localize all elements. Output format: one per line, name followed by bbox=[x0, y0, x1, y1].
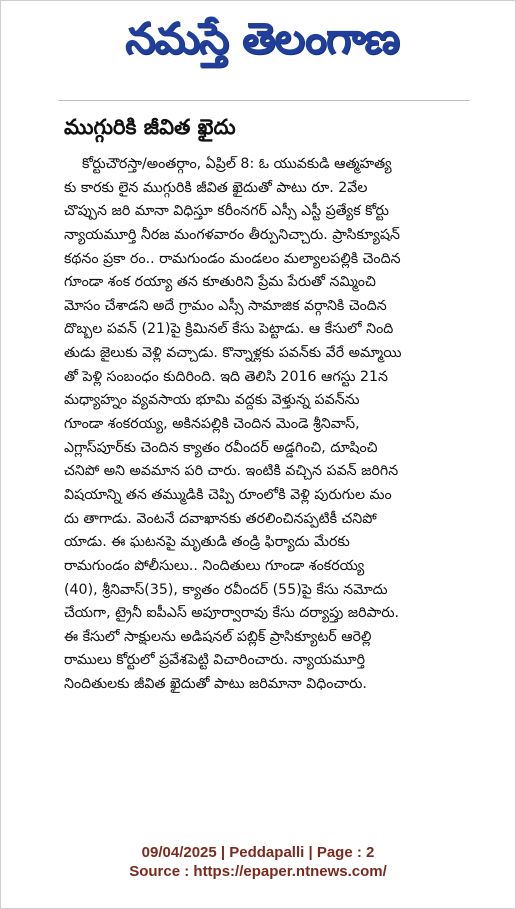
article-line: మధ్యాహ్నం వ్యవసాయ భూమి వద్దకు వెళ్తున్న పవన్‌ను bbox=[64, 392, 360, 409]
article-line: గూండా శంక రయ్యా తన కూతురిని ప్రేమ పేరుతో నమ్మించి bbox=[64, 274, 376, 291]
article-line: నిందితులకు జీవిత ఖైదుతో పాటు జరిమానా విధించారు. bbox=[64, 676, 367, 693]
article-line: యాడు. ఈ ఘటనపై మృతుడి తండ్రి ఫిర్యాదు మేరకు bbox=[64, 534, 350, 551]
article-line: తుడు జైలుకు వెళ్లి వచ్చాడు. కొన్నాళ్లకు పవన్‌కు వేరే అమ్మాయి bbox=[64, 345, 402, 362]
article-line: చేయగా, ట్రైనీ ఐపీఎస్ అపూర్వారావు కేసు దర్యాప్తు జరిపారు. bbox=[64, 605, 400, 622]
newspaper-masthead: నమస్తే తెలంగాణ bbox=[125, 14, 399, 64]
source-link[interactable]: Source : https://epaper.ntnews.com/ bbox=[129, 863, 387, 880]
article-line: దొబ్బల పవన్ (21)పై క్రిమినల్ కేసు పెట్టాడు. ఆ కేసులో నింది bbox=[64, 321, 394, 338]
article-line: గూండా శంకరయ్య, అకినపల్లికి చెందిన మెండె శ్రీనివాస్, bbox=[64, 416, 360, 433]
article-line: కు కారకు లైన ముగ్గురికి జీవిత ఖైదుతో పాటు రూ. 2వేల bbox=[64, 179, 368, 196]
article-line: ఈ కేసులో సాక్షులను అడిషనల్ పబ్లిక్ ప్రాసిక్యూటర్ ఆరెల్లి bbox=[64, 628, 372, 645]
article-line: విషయాన్ని తన తమ్ముడికి చెప్పి రూంలోకి వెళ్లి పురుగుల మం bbox=[64, 486, 392, 503]
article-line: రాములు కోర్టులో ప్రవేశపెట్టి విచారించారు. న్యాయమూర్తి bbox=[64, 652, 366, 669]
article-line: ఎగ్లాస్‌పూర్‌కు చెందిన క్యాతం రవీందర్ అడ్డగించి, దూషించి bbox=[64, 439, 378, 456]
article-line: న్యాయమూర్తి నీరజ మంగళవారం తీర్పునిచ్చారు. ప్రాసిక్యూషన్ bbox=[64, 226, 400, 243]
article-line: చొప్పున జరి మానా విధిస్తూ కరీంనగర్ ఎస్సీ ఎస్టీ ప్రత్యేక కోర్టు bbox=[64, 203, 389, 220]
article-line: రామగుండం పోలీసులు.. నిందితులు గూండా శంకరయ్య bbox=[64, 557, 365, 574]
article-headline: ముగ్గురికి జీవిత ఖైదు bbox=[64, 115, 236, 139]
article-body bbox=[64, 153, 502, 697]
masthead-divider bbox=[58, 100, 470, 101]
article-line: మోసం చేశాడని అదే గ్రామం ఎస్సీ సామాజిక వర్గానికి చెందిన bbox=[64, 297, 387, 314]
edition-info: 09/04/2025 | Peddapalli | Page : 2 bbox=[141, 844, 375, 861]
article-line: కథనం ప్రకా రం.. రామగుండం మండలం మల్యాలపల్లికి చెందిన bbox=[64, 250, 401, 267]
page-footer bbox=[0, 843, 516, 881]
article-line: (40), శ్రీనివాస్(35), క్యాతం రవీందర్ (55)పై కేసు నమోదు bbox=[64, 581, 388, 598]
article-line: కోర్టుచౌరస్తా/అంతర్గాం, ఏప్రిల్ 8: ఓ యువకుడి ఆత్మహత్య bbox=[82, 156, 392, 172]
article-line: చనిపో అని అవమాన పరి చారు. ఇంటికి వచ్చిన పవన్ జరిగిన bbox=[64, 463, 399, 480]
article-line: దు తాగాడు. వెంటనే దవాఖానకు తరలించినప్పటికీ చనిపో bbox=[64, 510, 377, 527]
article-line: తో పెళ్లి సంబంధం కుదిరింది. ఇది తెలిసి 2016 ఆగస్టు 21న bbox=[64, 368, 389, 385]
